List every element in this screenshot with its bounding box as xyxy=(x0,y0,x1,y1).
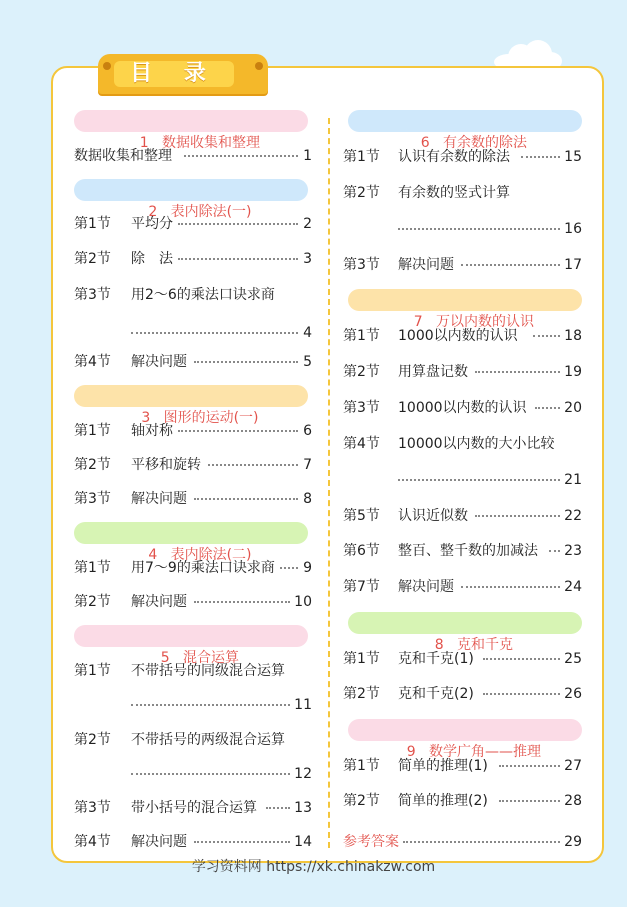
leader-dots xyxy=(535,407,560,409)
page-number: 18 xyxy=(564,328,582,344)
toc-entry[interactable] xyxy=(74,661,312,719)
unit-band xyxy=(348,289,582,330)
entry-title: 10000以内数的认识 xyxy=(398,400,527,416)
leader-dots xyxy=(178,223,298,225)
toc-entry[interactable] xyxy=(343,506,582,526)
leader-dots xyxy=(194,361,298,363)
toc-entry[interactable] xyxy=(343,326,582,346)
page-number: 20 xyxy=(564,400,582,416)
section-label: 第1节 xyxy=(74,560,111,576)
entry-title: 解决问题 xyxy=(131,491,187,507)
leader-dots xyxy=(403,841,560,843)
section-label: 第3节 xyxy=(343,400,380,416)
leader-dots xyxy=(398,479,560,481)
page-number: 15 xyxy=(564,149,582,165)
unit-band xyxy=(74,385,308,426)
page-number: 25 xyxy=(564,651,582,667)
toc-entry[interactable] xyxy=(74,730,312,788)
unit-title: 8 克和千克 xyxy=(434,637,514,653)
section-label: 第1节 xyxy=(74,216,111,232)
section-label: 第2节 xyxy=(74,251,111,267)
leader-dots xyxy=(208,464,298,466)
leader-dots xyxy=(178,258,298,260)
toc-entry[interactable] xyxy=(74,832,312,852)
page-number: 11 xyxy=(294,697,312,713)
toc-entry[interactable] xyxy=(74,489,312,509)
leader-dots xyxy=(178,430,298,432)
footer-watermark: 学习资料网 https://xk.chinakzw.com xyxy=(191,859,436,875)
unit-band xyxy=(348,612,582,653)
toc-entry[interactable] xyxy=(343,147,582,167)
leader-dots xyxy=(194,498,298,500)
toc-entry[interactable] xyxy=(74,249,312,269)
toc-entry[interactable] xyxy=(343,541,582,561)
unit-title: 9 数学广角——推理 xyxy=(406,744,542,760)
entry-title: 解决问题 xyxy=(131,834,187,850)
title-tab xyxy=(98,54,268,94)
entry-title: 10000以内数的大小比较 xyxy=(398,436,555,452)
page-number: 1 xyxy=(303,148,312,164)
section-label: 第3节 xyxy=(74,800,111,816)
tab-rivet-icon xyxy=(103,62,111,70)
leader-dots xyxy=(521,156,560,158)
entry-title: 轴对称 xyxy=(131,423,173,439)
leader-dots xyxy=(131,704,290,706)
entry-title: 整百、整千数的加减法 xyxy=(398,543,538,559)
section-label: 第4节 xyxy=(343,436,380,452)
section-label: 第7节 xyxy=(343,579,380,595)
entry-title: 不带括号的同级混合运算 xyxy=(131,663,285,679)
entry-title: 数据收集和整理 xyxy=(74,148,172,164)
page-number: 22 xyxy=(564,508,582,524)
toc-entry[interactable] xyxy=(343,649,582,669)
section-label: 第5节 xyxy=(343,508,380,524)
toc-entry[interactable] xyxy=(343,756,582,776)
entry-title: 解决问题 xyxy=(398,257,454,273)
page-number: 23 xyxy=(564,543,582,559)
entry-title: 带小括号的混合运算 xyxy=(131,800,257,816)
unit-band xyxy=(74,110,308,151)
section-label: 第3节 xyxy=(74,491,111,507)
page-number: 24 xyxy=(564,579,582,595)
toc-entry[interactable] xyxy=(343,362,582,382)
page-number: 12 xyxy=(294,766,312,782)
unit-title: 6 有余数的除法 xyxy=(420,135,528,151)
toc-entry[interactable] xyxy=(74,421,312,441)
leader-dots xyxy=(280,567,298,569)
leader-dots xyxy=(499,800,560,802)
toc-entry[interactable] xyxy=(74,798,312,818)
section-label: 第6节 xyxy=(343,543,380,559)
unit-title: 3 图形的运动(一) xyxy=(141,410,259,426)
entry-title: 有余数的竖式计算 xyxy=(398,185,510,201)
entry-title: 克和千克(2) xyxy=(398,686,474,702)
section-label: 第2节 xyxy=(343,364,380,380)
section-label: 第3节 xyxy=(74,287,111,303)
entry-title: 解决问题 xyxy=(398,579,454,595)
leader-dots xyxy=(499,765,560,767)
column-divider xyxy=(328,118,330,848)
unit-band xyxy=(74,522,308,563)
toc-entry[interactable] xyxy=(343,434,582,492)
toc-entry[interactable] xyxy=(74,285,312,343)
toc-entry[interactable] xyxy=(343,183,582,241)
leader-dots xyxy=(398,228,560,230)
toc-entry[interactable] xyxy=(74,146,312,166)
toc-entry[interactable] xyxy=(343,791,582,811)
entry-title: 除 法 xyxy=(131,251,173,267)
toc-entry[interactable] xyxy=(74,592,312,612)
entry-title: 认识有余数的除法 xyxy=(398,149,510,165)
leader-dots xyxy=(475,371,560,373)
entry-title: 用7～9的乘法口诀求商 xyxy=(131,560,275,576)
page-number: 27 xyxy=(564,758,582,774)
leader-dots xyxy=(549,550,560,552)
toc-entry-answers[interactable] xyxy=(343,832,582,852)
leader-dots xyxy=(533,335,560,337)
toc-entry[interactable] xyxy=(74,455,312,475)
page-number: 6 xyxy=(303,423,312,439)
entry-title: 平移和旋转 xyxy=(131,457,201,473)
leader-dots xyxy=(194,841,290,843)
toc-entry[interactable] xyxy=(74,214,312,234)
entry-title: 简单的推理(1) xyxy=(398,758,488,774)
unit-band xyxy=(74,179,308,220)
leader-dots xyxy=(131,773,290,775)
leader-dots xyxy=(131,332,298,334)
page-number: 2 xyxy=(303,216,312,232)
page-number: 14 xyxy=(294,834,312,850)
page-number: 3 xyxy=(303,251,312,267)
toc-entry[interactable] xyxy=(343,398,582,418)
unit-title: 5 混合运算 xyxy=(160,650,240,666)
leader-dots xyxy=(461,586,560,588)
unit-band xyxy=(348,110,582,151)
page-number: 19 xyxy=(564,364,582,380)
toc-entry[interactable] xyxy=(343,577,582,597)
unit-title: 4 表内除法(二) xyxy=(148,547,252,563)
leader-dots xyxy=(461,264,560,266)
entry-title: 1000以内数的认识 xyxy=(398,328,518,344)
section-label: 第2节 xyxy=(74,732,111,748)
leader-dots xyxy=(475,515,560,517)
toc-entry[interactable] xyxy=(343,255,582,275)
page-number: 13 xyxy=(294,800,312,816)
page-title: 目 录 xyxy=(114,61,234,87)
page-number: 29 xyxy=(564,834,582,850)
unit-title: 1 数据收集和整理 xyxy=(139,135,261,151)
entry-title: 用算盘记数 xyxy=(398,364,468,380)
section-label: 第4节 xyxy=(74,354,111,370)
leader-dots xyxy=(483,693,560,695)
page-number: 21 xyxy=(564,472,582,488)
section-label: 第2节 xyxy=(343,185,380,201)
section-label: 第2节 xyxy=(343,686,380,702)
section-label: 第2节 xyxy=(343,793,380,809)
entry-title: 简单的推理(2) xyxy=(398,793,488,809)
entry-title: 解决问题 xyxy=(131,594,187,610)
page-number: 26 xyxy=(564,686,582,702)
section-label: 第2节 xyxy=(74,594,111,610)
page-number: 28 xyxy=(564,793,582,809)
page-number: 4 xyxy=(303,325,312,341)
page-number: 16 xyxy=(564,221,582,237)
page-number: 10 xyxy=(294,594,312,610)
section-label: 第1节 xyxy=(74,663,111,679)
unit-title: 2 表内除法(一) xyxy=(148,204,252,220)
leader-dots xyxy=(184,155,298,157)
leader-dots xyxy=(266,807,290,809)
unit-band xyxy=(74,625,308,666)
page-number: 5 xyxy=(303,354,312,370)
page-number: 9 xyxy=(303,560,312,576)
entry-title: 克和千克(1) xyxy=(398,651,474,667)
entry-title: 不带括号的两级混合运算 xyxy=(131,732,285,748)
section-label: 第1节 xyxy=(343,149,380,165)
toc-entry[interactable] xyxy=(74,558,312,578)
section-label: 第1节 xyxy=(343,651,380,667)
section-label: 第1节 xyxy=(74,423,111,439)
toc-entry[interactable] xyxy=(74,352,312,372)
entry-title: 平均分 xyxy=(131,216,173,232)
entry-title: 认识近似数 xyxy=(398,508,468,524)
page-number: 8 xyxy=(303,491,312,507)
page-number: 7 xyxy=(303,457,312,473)
entry-title: 用2～6的乘法口诀求商 xyxy=(131,287,275,303)
tab-rivet-icon xyxy=(255,62,263,70)
section-label: 第3节 xyxy=(343,257,380,273)
leader-dots xyxy=(483,658,560,660)
entry-title: 参考答案 xyxy=(343,834,399,850)
section-label: 第1节 xyxy=(343,328,380,344)
section-label: 第4节 xyxy=(74,834,111,850)
unit-title: 7 万以内数的认识 xyxy=(413,314,535,330)
unit-band xyxy=(348,719,582,760)
section-label: 第1节 xyxy=(343,758,380,774)
page-number: 17 xyxy=(564,257,582,273)
toc-entry[interactable] xyxy=(343,684,582,704)
section-label: 第2节 xyxy=(74,457,111,473)
entry-title: 解决问题 xyxy=(131,354,187,370)
leader-dots xyxy=(194,601,290,603)
